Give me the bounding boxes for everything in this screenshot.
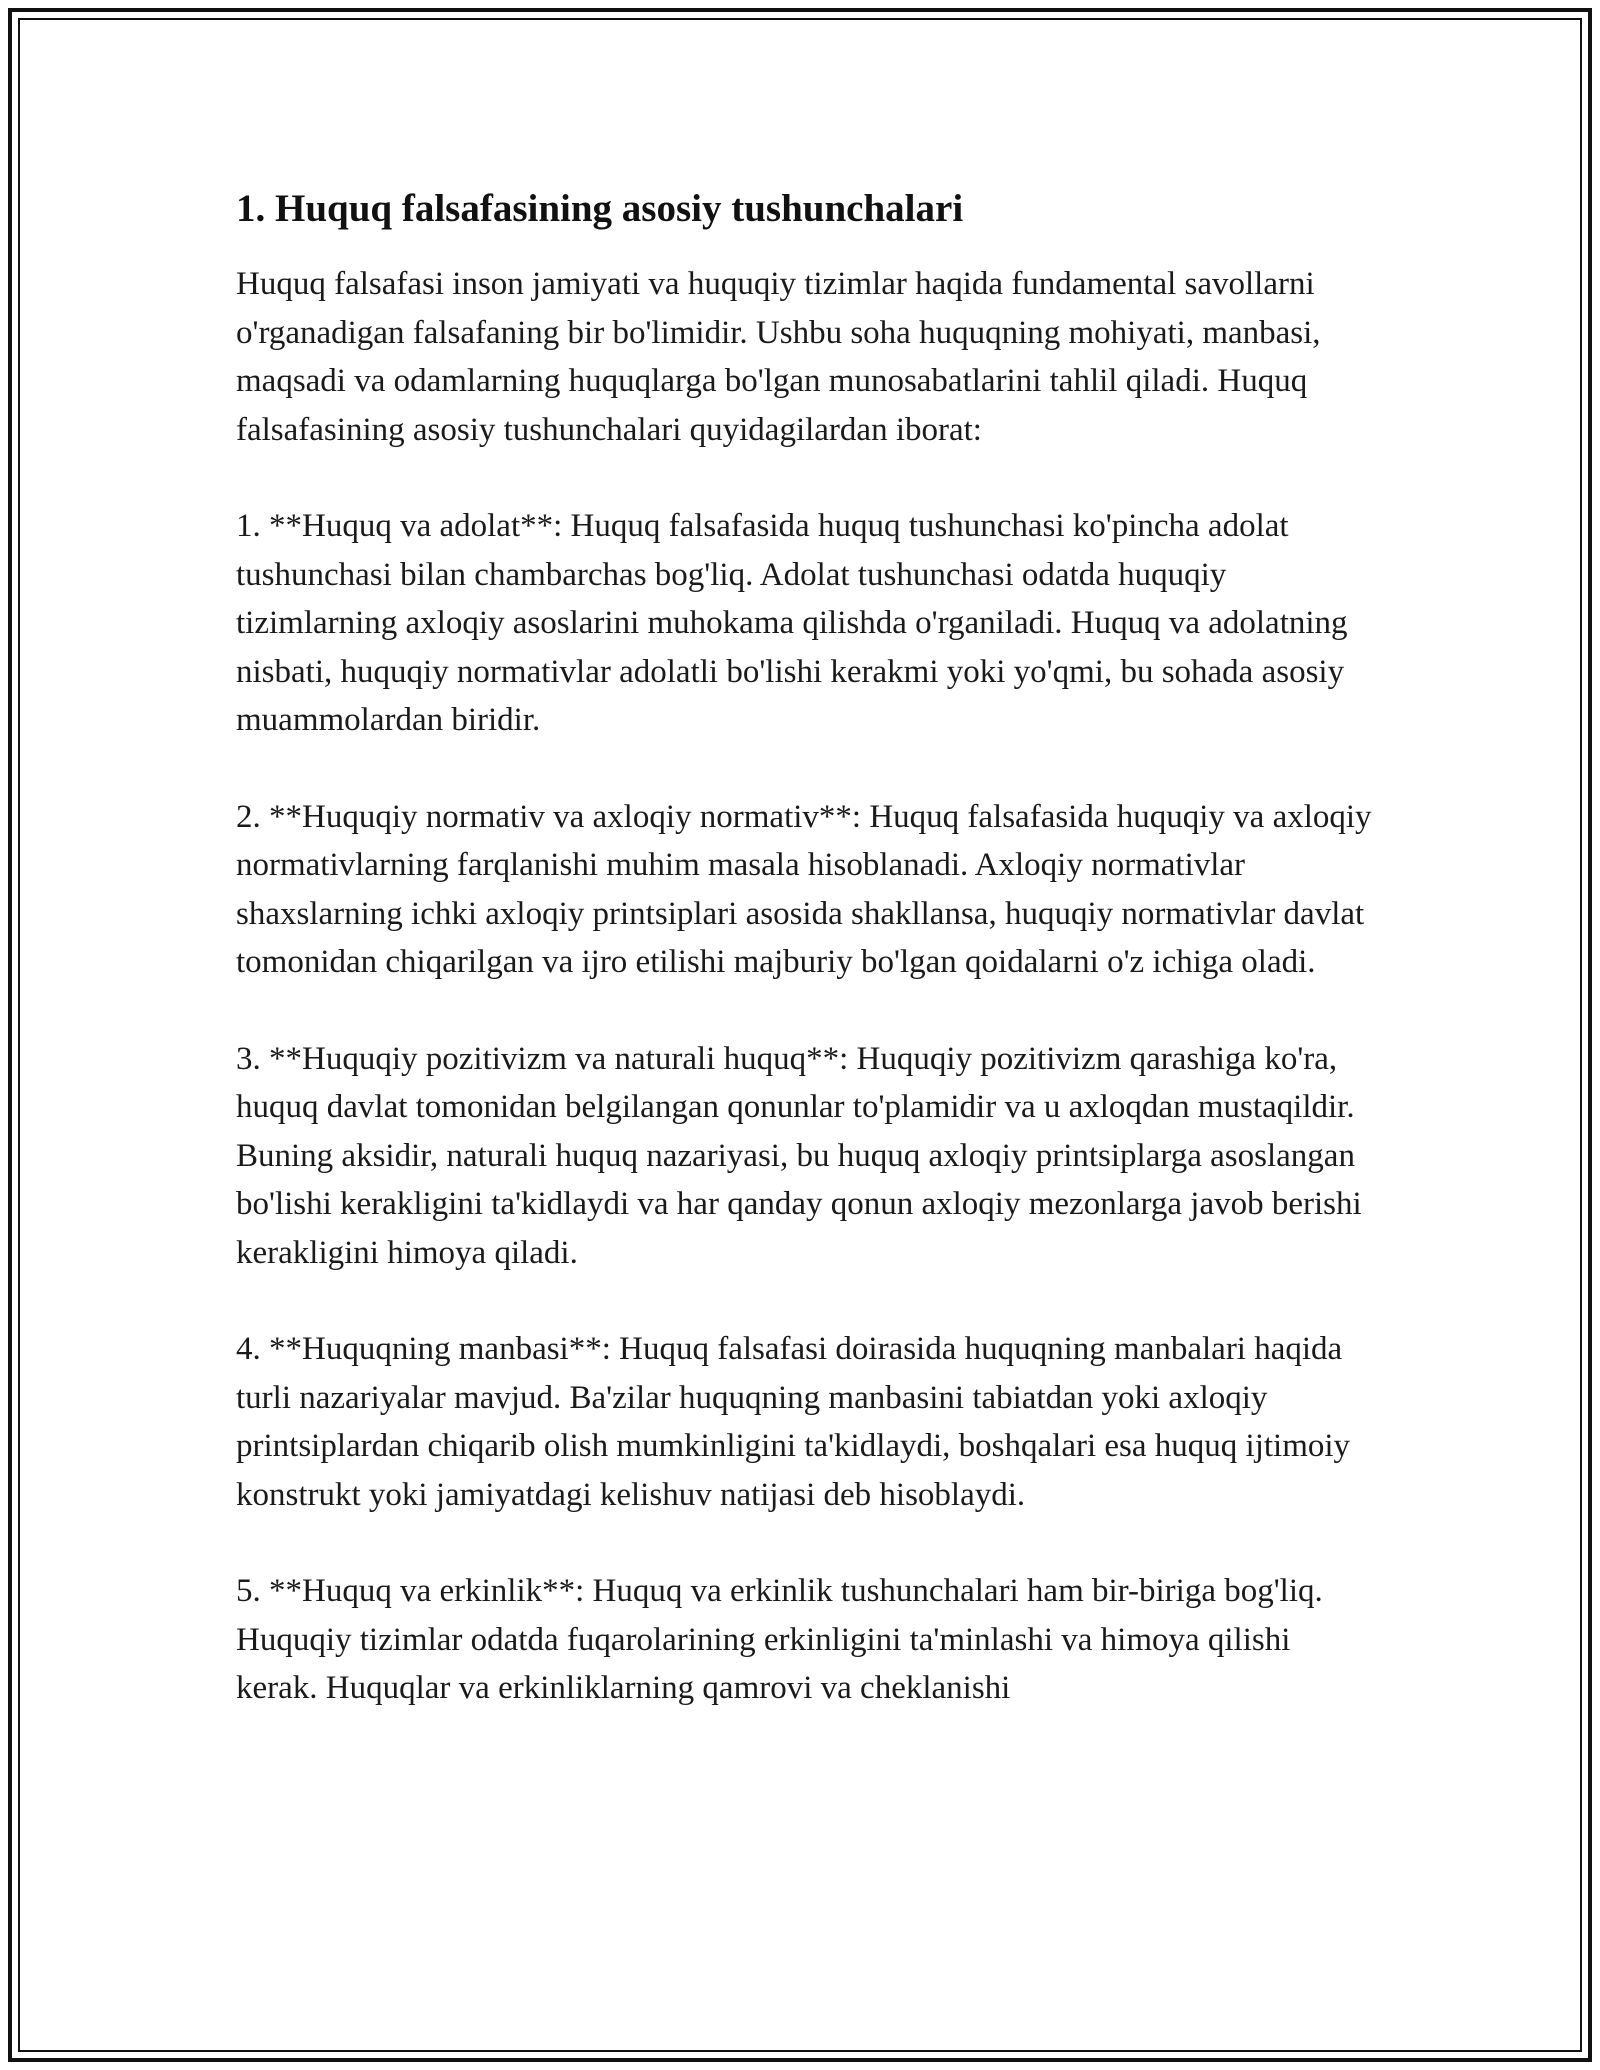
list-item-huquq-va-erkinlik: 5. **Huquq va erkinlik**: Huquq va erkinlik tushunchalari ham bir-biriga bog'liq. Huquqiy tizimlar odatda fuqarolarining erkinligini ta'minlashi va himoya qilishi kerak. Huquqlar va erkinliklarning qamrovi va cheklanishi — [236, 1573, 1323, 1706]
list-item-huquq-va-adolat: 1. **Huquq va adolat**: Huquq falsafasida huquq tushunchasi ko'pincha adolat tushunchasi bilan chambarchas bog'liq. Adolat tushunchasi odatda huquqiy tizimlarning axloqiy asoslarini muhokama qilishda o'rganiladi. Huquq va adolatning nisbati, huquqiy normativlar adolatli bo'lishi kerakmi yoki yo'qmi, bu sohada asosiy muammolardan biridir. — [236, 508, 1348, 738]
list-item-pozitivizm: 3. **Huquqiy pozitivizm va naturali huquq**: Huquqiy pozitivizm qarashiga ko'ra, huquq davlat tomonidan belgilangan qonunlar to'plamidir va u axloqdan mustaqildir. Buning aksidir, naturali huquq nazariyasi, bu huquq axloqiy printsiplarga asoslangan bo'lishi kerakligini ta'kidlaydi va har qanday qonun axloqiy mezonlarga javob berishi kerakligini himoya qiladi. — [236, 1040, 1362, 1271]
intro-paragraph: Huquq falsafasi inson jamiyati va huquqiy tizimlar haqida fundamental savollarni o'rganadigan falsafaning bir bo'limidir. Ushbu soha huquqning mohiyati, manbasi, maqsadi va odamlarning huquqlarga bo'lgan munosabatlarini tahlil qiladi. Huquq falsafasining asosiy tushunchalari quyidagilardan iborat: — [236, 266, 1321, 448]
section-heading: 1. Huquq falsafasining asosiy tushunchalari — [236, 187, 964, 230]
list-item-huquq-manbasi: 4. **Huquqning manbasi**: Huquq falsafasi doirasida huquqning manbalari haqida turli nazariyalar mavjud. Ba'zilar huquqning manbasini tabiatdan yoki axloqiy printsiplardan chiqarib olish mumkinligini ta'kidlaydi, boshqalari esa huquq ijtimoiy konstrukt yoki jamiyatdagi kelishuv natijasi deb hisoblaydi. — [236, 1331, 1351, 1513]
list-item-huquqiy-normativ: 2. **Huquqiy normativ va axloqiy normativ**: Huquq falsafasida huquqiy va axloqiy normativlarning farqlanishi muhim masala hisoblanadi. Axloqiy normativlar shaxslarning ichki axloqiy printsiplari asosida shakllansa, huquqiy normativlar davlat tomonidan chiqarilgan va ijro etilishi majburiy bo'lgan qoidalarni o'z ichiga oladi. — [236, 798, 1372, 980]
document-body — [236, 185, 1376, 1761]
